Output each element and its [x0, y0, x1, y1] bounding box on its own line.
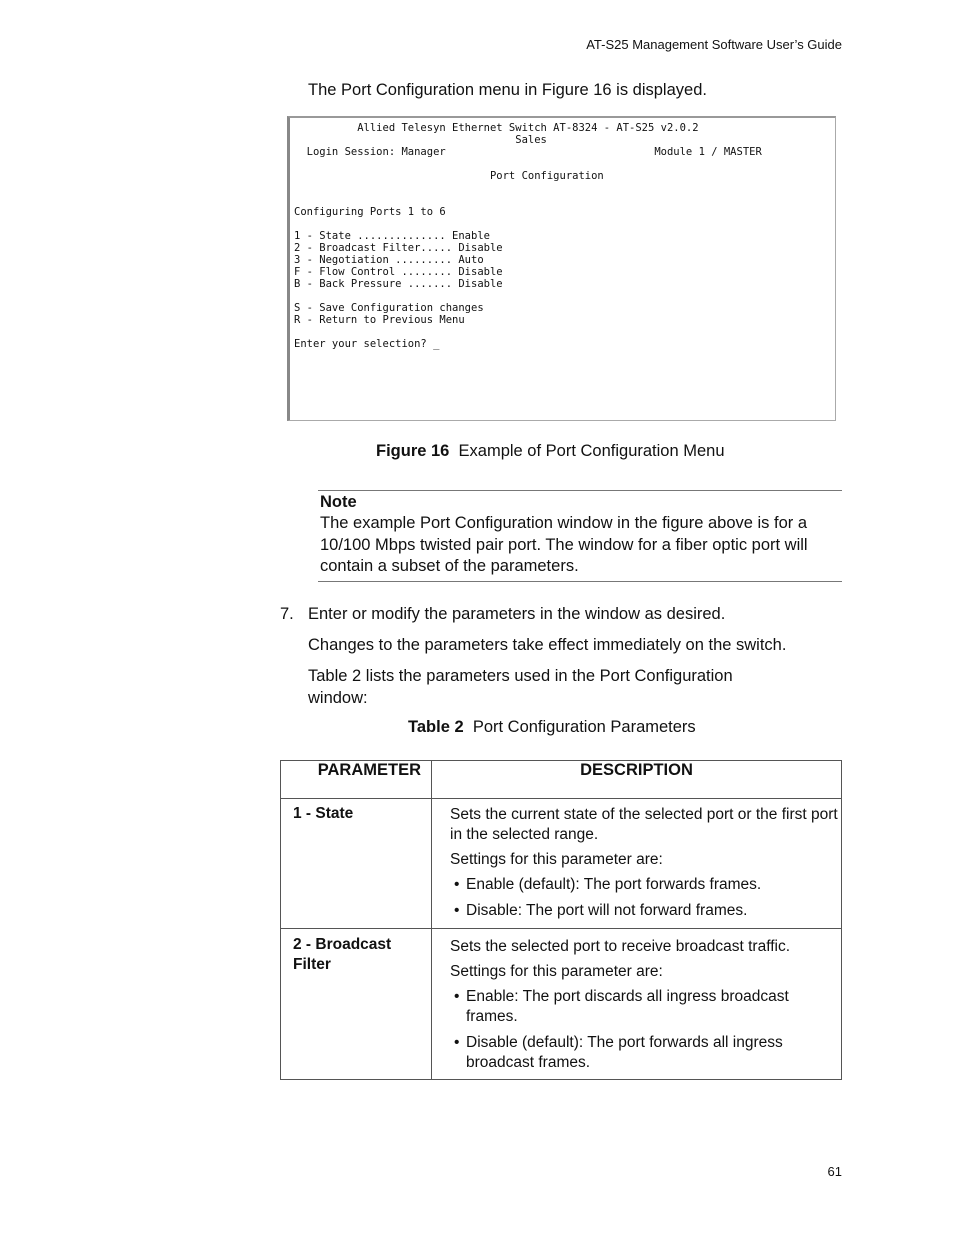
parameter-description [432, 929, 842, 1080]
page-number: 61 [827, 1164, 842, 1179]
figure-label: Figure 16 [376, 442, 450, 460]
parameter-name: 1 - State [281, 799, 432, 929]
column-header: DESCRIPTION [432, 761, 842, 799]
table-caption [408, 718, 696, 737]
settings-intro: Settings for this parameter are: [450, 851, 663, 868]
parameter-name: 2 - Broadcast Filter [281, 929, 432, 1080]
list-item: • Enable: The port discards all ingress broadcast frames. [454, 988, 789, 1025]
terminal-line: 1 - State .............. Enable [294, 230, 490, 242]
step-number: 7. [280, 605, 294, 623]
settings-intro: Settings for this parameter are: [450, 963, 663, 980]
list-item: • Disable: The port will not forward frames. [454, 902, 748, 919]
table-row [281, 799, 842, 929]
step-text: Enter or modify the parameters in the window as desired. [308, 605, 726, 623]
description-text: Sets the selected port to receive broadcast traffic. [450, 938, 791, 955]
terminal-line: F - Flow Control ........ Disable [294, 266, 503, 278]
terminal-line: 2 - Broadcast Filter..... Disable [294, 242, 503, 254]
step-paragraph: Changes to the parameters take effect immediately on the switch. [308, 636, 787, 654]
terminal-line: Configuring Ports 1 to 6 [294, 206, 446, 218]
terminal-line: Port Configuration [294, 170, 604, 182]
terminal-line: 3 - Negotiation ......... Auto [294, 254, 484, 266]
terminal-line: Allied Telesyn Ethernet Switch AT-8324 - AT-S25 v2.0.2 [294, 122, 699, 134]
running-header: AT-S25 Management Software User’s Guide [586, 37, 842, 52]
table-header-row [281, 761, 842, 799]
parameter-description [432, 799, 842, 929]
note-box [318, 490, 842, 582]
intro-paragraph: The Port Configuration menu in Figure 16 is displayed. [308, 81, 707, 99]
table-title: Port Configuration Parameters [472, 718, 696, 736]
terminal-line: Sales [294, 134, 547, 146]
table-row [281, 929, 842, 1080]
column-header: PARAMETER [281, 761, 432, 799]
terminal-line: B - Back Pressure ....... Disable [294, 278, 503, 290]
terminal-line: R - Return to Previous Menu [294, 314, 465, 326]
terminal-line: S - Save Configuration changes [294, 302, 484, 314]
parameters-table [280, 760, 842, 1080]
description-text: Sets the current state of the selected port or the first port in the selected range. [450, 806, 838, 843]
terminal-screenshot [287, 116, 836, 421]
step-paragraph: Table 2 lists the parameters used in the Port Configuration window: [308, 667, 733, 707]
figure-title: Example of Port Configuration Menu [458, 442, 725, 460]
terminal-line: Enter your selection? _ [294, 338, 440, 350]
list-item: • Enable (default): The port forwards frames. [454, 876, 762, 893]
terminal-line: Login Session: Manager Module 1 / MASTER [294, 146, 762, 158]
note-title: Note [320, 493, 357, 511]
note-body: The example Port Configuration window in the figure above is for a 10/100 Mbps twisted pair port. The window for a fiber optic port will contain a subset of the parameters. [320, 514, 808, 575]
table-label: Table 2 [408, 718, 464, 736]
list-item: • Disable (default): The port forwards all ingress broadcast frames. [454, 1034, 783, 1071]
figure-caption [376, 442, 725, 461]
